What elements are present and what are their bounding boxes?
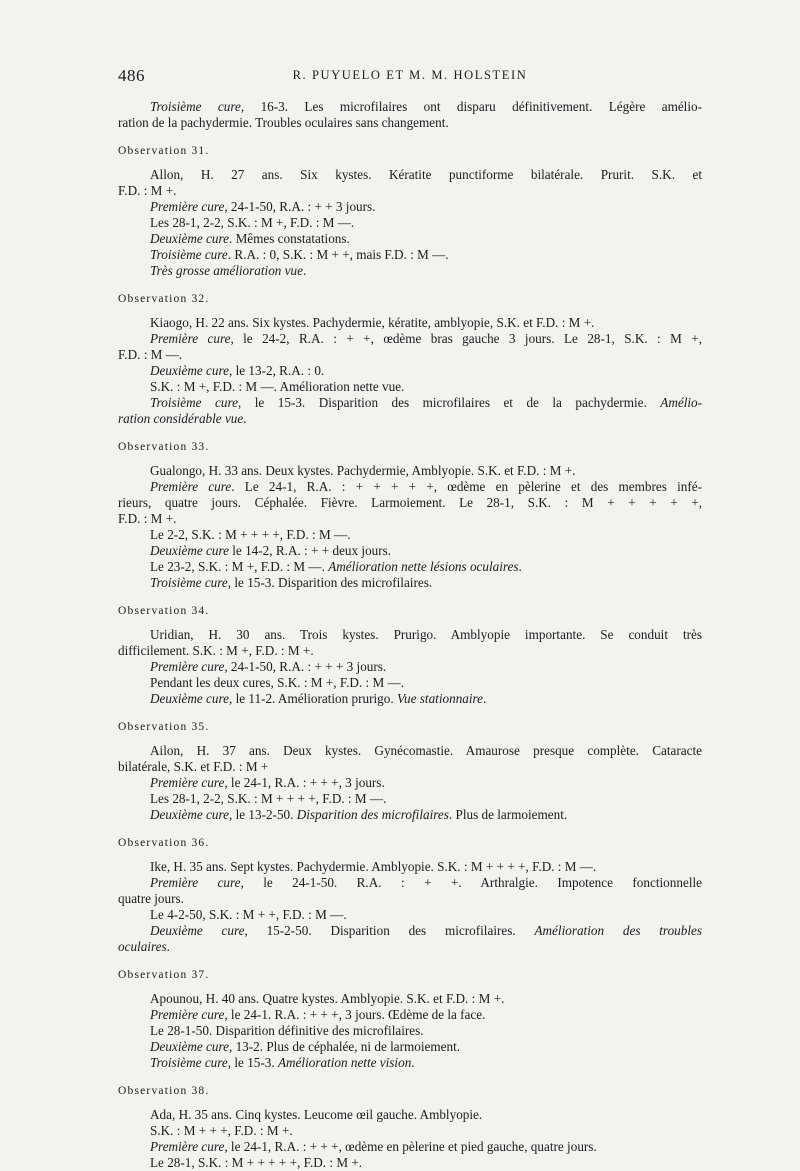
observation-line: Le 28-1-50. Disparition définitive des microfilaires.: [150, 1023, 424, 1038]
observation-line: bilatérale, S.K. et F.D. : M +: [118, 759, 269, 774]
page-header: [118, 66, 702, 88]
observation-line: Ailon, H. 37 ans. Deux kystes. Gynécomastie. Amaurose presque complète. Cataracte: [150, 743, 702, 758]
observation-line: Première cure, le 24-1, R.A. : + + +, 3 jours.: [150, 775, 385, 790]
observation-line: difficilement. S.K. : M +, F.D. : M +.: [118, 643, 314, 658]
observation-line: Allon, H. 27 ans. Six kystes. Kératite punctiforme bilatérale. Prurit. S.K. et: [150, 167, 702, 182]
observation-line: Deuxième cure. Mêmes constatations.: [150, 231, 350, 246]
observation-heading: Observation 37.: [118, 969, 210, 981]
observation-line: Ada, H. 35 ans. Cinq kystes. Leucome œil gauche. Amblyopie.: [150, 1107, 483, 1122]
observation-line: Deuxième cure, le 11-2. Amélioration prurigo. Vue stationnaire.: [150, 691, 487, 706]
observation-line: Apounou, H. 40 ans. Quatre kystes. Amblyopie. S.K. et F.D. : M +.: [150, 991, 505, 1006]
page-body: [118, 99, 702, 1171]
running-head: R. PUYUELO ET M. M. HOLSTEIN: [292, 68, 528, 82]
observation-line: Première cure, le 24-1. R.A. : + + +, 3 jours. Œdème de la face.: [150, 1007, 486, 1022]
observation-34: [118, 603, 702, 707]
observation-line: rieurs, quatre jours. Céphalée. Fièvre. Larmoiement. Le 28-1, S.K. : M + + + + +,: [118, 495, 702, 510]
observation-line: Deuxième cure, 13-2. Plus de céphalée, ni de larmoiement.: [150, 1039, 461, 1054]
observation-line: ration considérable vue.: [118, 411, 247, 426]
observation-line: Troisième cure, le 15-3. Disparition des microfilaires et de la pachydermie. Amélio-: [150, 395, 703, 410]
observation-heading: Observation 34.: [118, 605, 210, 617]
observation-heading: Observation 32.: [118, 293, 210, 305]
observation-line: Première cure, le 24-1-50. R.A. : + +. Arthralgie. Impotence fonctionnelle: [150, 875, 702, 890]
observation-line: S.K. : M + + +, F.D. : M +.: [150, 1123, 293, 1138]
observation-line: Pendant les deux cures, S.K. : M +, F.D. : M —.: [150, 675, 405, 690]
intro-line: ration de la pachydermie. Troubles oculaires sans changement.: [118, 115, 449, 130]
observation-line: Gualongo, H. 33 ans. Deux kystes. Pachydermie, Amblyopie. S.K. et F.D. : M +.: [150, 463, 576, 478]
observation-line: Première cure, le 24-1, R.A. : + + +, œdème en pèlerine et pied gauche, quatre jours.: [150, 1139, 597, 1154]
observation-line: F.D. : M +.: [118, 183, 177, 198]
intro-line: Troisième cure, 16-3. Les microfilaires ont disparu définitivement. Légère amélio-: [150, 99, 702, 114]
observation-line: Troisième cure, le 15-3. Amélioration nette vision.: [150, 1055, 415, 1070]
observation-37: [118, 967, 702, 1071]
observation-line: Le 28-1, S.K. : M + + + + +, F.D. : M +.: [150, 1155, 363, 1170]
observation-line: Le 2-2, S.K. : M + + + +, F.D. : M —.: [150, 527, 351, 542]
observation-line: Le 23-2, S.K. : M +, F.D. : M —. Amélioration nette lésions oculaires.: [150, 559, 522, 574]
observation-heading: Observation 31.: [118, 145, 210, 157]
observation-line: F.D. : M —.: [118, 347, 183, 362]
observation-line: Première cure. Le 24-1, R.A. : + + + + +, œdème en pèlerine et des membres infé-: [150, 479, 703, 494]
observation-31: [118, 143, 702, 279]
observation-heading: Observation 36.: [118, 837, 210, 849]
page-number: 486: [118, 66, 145, 85]
observation-line: Deuxième cure, le 13-2, R.A. : 0.: [150, 363, 325, 378]
observation-line: S.K. : M +, F.D. : M —. Amélioration nette vue.: [150, 379, 405, 394]
observation-line: Uridian, H. 30 ans. Trois kystes. Prurigo. Amblyopie importante. Se conduit très: [150, 627, 702, 642]
observation-heading: Observation 38.: [118, 1085, 210, 1097]
observation-line: oculaires.: [118, 939, 170, 954]
observation-line: Kiaogo, H. 22 ans. Six kystes. Pachydermie, kératite, amblyopie, S.K. et F.D. : M +.: [150, 315, 595, 330]
observation-line: Première cure, 24-1-50, R.A. : + + + 3 jours.: [150, 659, 387, 674]
observation-35: [118, 719, 702, 823]
observation-38: [118, 1083, 702, 1171]
observation-line: Troisième cure, le 15-3. Disparition des microfilaires.: [150, 575, 433, 590]
observation-line: Très grosse amélioration vue.: [150, 263, 307, 278]
observation-line: F.D. : M +.: [118, 511, 177, 526]
observation-line: Première cure, 24-1-50, R.A. : + + 3 jours.: [150, 199, 376, 214]
observation-line: Le 4-2-50, S.K. : M + +, F.D. : M —.: [150, 907, 347, 922]
observation-line: Les 28-1, 2-2, S.K. : M + + + +, F.D. : M —.: [150, 791, 387, 806]
observation-line: Deuxième cure, 15-2-50. Disparition des microfilaires. Amélioration des troubles: [150, 923, 702, 938]
observation-line: quatre jours.: [118, 891, 184, 906]
observation-heading: Observation 35.: [118, 721, 210, 733]
observation-line: Ike, H. 35 ans. Sept kystes. Pachydermie. Amblyopie. S.K. : M + + + +, F.D. : M —.: [150, 859, 597, 874]
observation-line: Deuxième cure, le 13-2-50. Disparition des microfilaires. Plus de larmoiement.: [150, 807, 568, 822]
observation-line: Deuxième cure le 14-2, R.A. : + + deux jours.: [150, 543, 392, 558]
observation-32: [118, 291, 702, 427]
observation-36: [118, 835, 702, 955]
observation-line: Les 28-1, 2-2, S.K. : M +, F.D. : M —.: [150, 215, 355, 230]
observation-33: [118, 439, 702, 591]
observation-heading: Observation 33.: [118, 441, 210, 453]
observation-line: Troisième cure. R.A. : 0, S.K. : M + +, mais F.D. : M —.: [150, 247, 449, 262]
observation-line: Première cure, le 24-2, R.A. : + +, œdème bras gauche 3 jours. Le 28-1, S.K. : M +,: [150, 331, 702, 346]
